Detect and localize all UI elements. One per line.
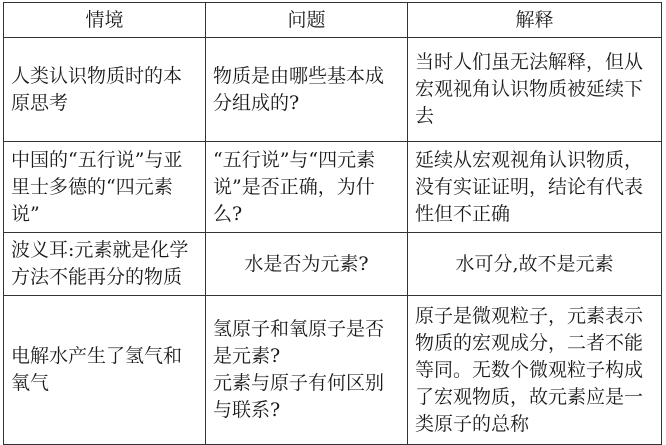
explanation-cell: 水可分,故不是元素 bbox=[408, 233, 662, 296]
situation-cell: 人类认识物质时的本原思考 bbox=[4, 38, 206, 142]
explanation-cell: 原子是微观粒子，元素表示物质的宏观成分，二者不能等同。无数个微观粒子构成了宏观物质，故元素应是一类原子的总称 bbox=[408, 296, 662, 445]
table-row bbox=[4, 233, 662, 296]
table-header-row bbox=[4, 3, 662, 38]
situation-cell: 电解水产生了氢气和氧气 bbox=[4, 296, 206, 445]
question-cell: “五行说”与“四元素说”是否正确，为什么? bbox=[206, 142, 408, 233]
situation-cell: 中国的“五行说”与亚里士多德的“四元素说” bbox=[4, 142, 206, 233]
question-line: 氢原子和氧原子是否是元素? bbox=[213, 318, 385, 367]
situation-cell: 波义耳:元素就是化学方法不能再分的物质 bbox=[4, 233, 206, 296]
explanation-cell: 当时人们虽无法解释，但从宏观视角认识物质被延续下去 bbox=[408, 38, 662, 142]
question-cell: 水是否为元素? bbox=[206, 233, 408, 296]
question-cell: 物质是由哪些基本成分组成的? bbox=[206, 38, 408, 142]
table-row bbox=[4, 142, 662, 233]
table-row bbox=[4, 296, 662, 445]
question-line: 元素与原子有何区别与联系? bbox=[213, 372, 385, 421]
question-cell bbox=[206, 296, 408, 445]
table-row bbox=[4, 38, 662, 142]
explanation-cell: 延续从宏观视角认识物质，没有实证证明，结论有代表性但不正确 bbox=[408, 142, 662, 233]
situation-question-table bbox=[3, 2, 662, 445]
header-question: 问题 bbox=[206, 3, 408, 38]
header-explanation: 解释 bbox=[408, 3, 662, 38]
header-situation: 情境 bbox=[4, 3, 206, 38]
